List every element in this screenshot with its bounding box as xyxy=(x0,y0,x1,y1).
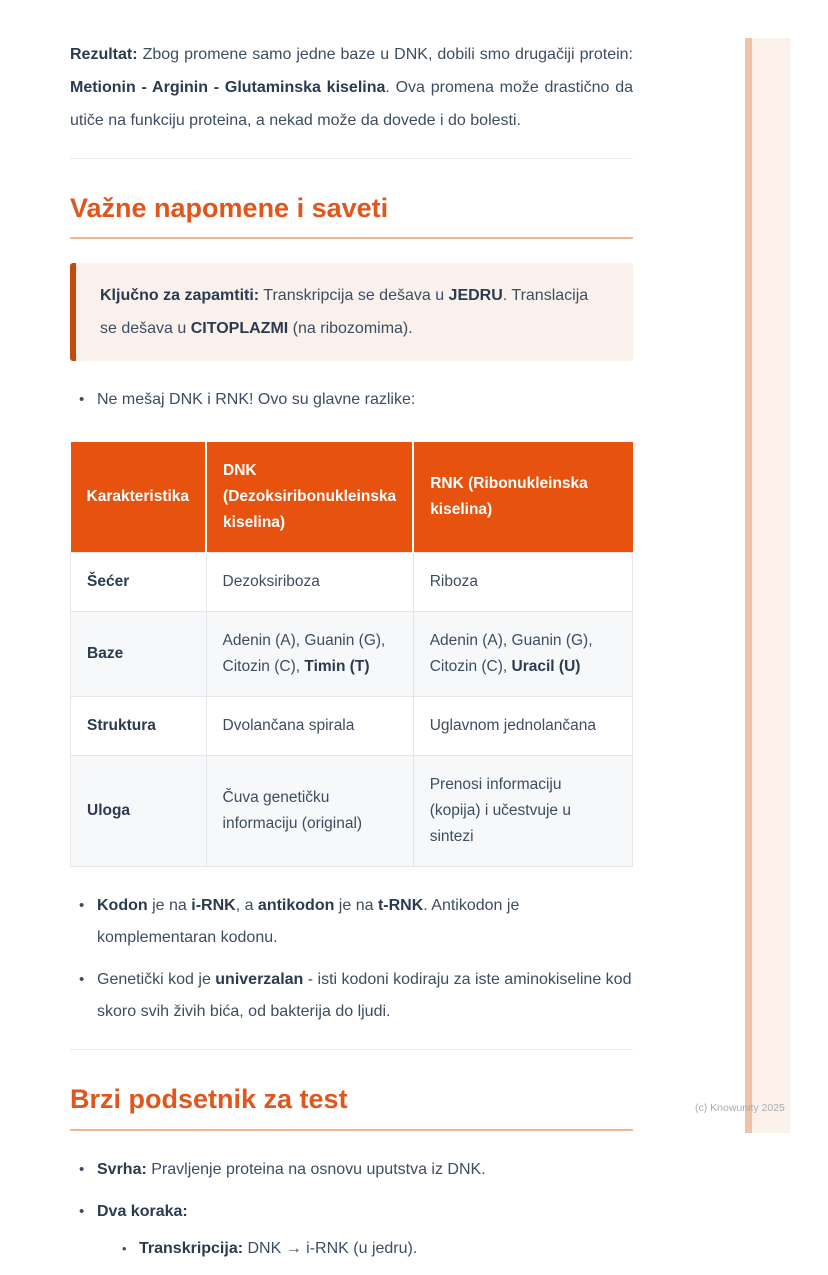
table-cell xyxy=(206,553,413,612)
text: Dezoksiriboza xyxy=(222,573,320,591)
list-item xyxy=(113,1233,633,1265)
text: Riboza xyxy=(429,573,478,591)
table-row xyxy=(71,756,633,867)
table-cell xyxy=(71,553,207,612)
bold-text: Kodon xyxy=(97,897,148,915)
list-item xyxy=(70,890,633,954)
text: Ne mešaj DNK i RNK! Ovo su glavne razlike: xyxy=(97,391,416,409)
list-item-text xyxy=(97,391,415,408)
bold-text: Dva koraka: xyxy=(97,1202,188,1220)
list-item-text xyxy=(139,1240,417,1257)
page-edge-stripe xyxy=(745,38,790,1133)
bold-text: DNK (Dezoksiribonukleinska kiselina) xyxy=(223,462,397,532)
dnk-rnk-comparison-table xyxy=(70,442,633,867)
table-cell xyxy=(71,612,207,697)
text: Prenosi informaciju (kopija) i učestvuje u sintezi xyxy=(429,776,571,846)
table-cell xyxy=(413,697,632,756)
table-cell xyxy=(71,756,207,867)
table-cell xyxy=(413,612,632,697)
text: Dvolančana spirala xyxy=(222,717,355,735)
list-item xyxy=(70,964,633,1028)
bold-text: Svrha: xyxy=(97,1160,147,1178)
bold-text: Uracil (U) xyxy=(511,658,581,676)
bold-text: Uloga xyxy=(87,802,131,820)
text: DNK → i-RNK (u jedru). xyxy=(243,1239,418,1257)
table-cell xyxy=(206,697,413,756)
bold-text: t-RNK xyxy=(377,897,424,915)
text: Adenin (A), Guanin (G), Citozin (C), xyxy=(429,632,593,676)
key-callout-box xyxy=(70,263,633,361)
table-cell xyxy=(206,756,413,867)
bold-text: Šećer xyxy=(87,573,130,591)
text: Čuva genetičku informaciju (original) xyxy=(222,789,363,833)
text: Zbog promene samo jedne baze u DNK, dobili smo drugačiji protein: xyxy=(137,46,633,63)
bold-text: CITOPLAZMI xyxy=(190,320,289,338)
text: . Antikodon je komplementaran kodonu. xyxy=(97,897,520,947)
bold-text: Karakteristika xyxy=(86,488,190,506)
table-header-cell xyxy=(413,442,632,553)
text: , a xyxy=(235,897,258,915)
text: . Translacija se dešava u xyxy=(100,287,589,338)
table-cell xyxy=(413,553,632,612)
text: . Ova promena može drastično da utiče na funkciju proteina, a nekad može da dovede i do bolesti. xyxy=(70,79,633,129)
bold-text: Ključno za zapamtiti: xyxy=(100,287,260,305)
table-header-cell xyxy=(206,442,413,553)
bold-text: univerzalan xyxy=(215,971,304,989)
table-row xyxy=(71,553,633,612)
table-header-row xyxy=(71,442,633,553)
text: - isti kodoni kodiraju za iste aminokiseline kod skoro svih živih bića, od bakterija do ljudi. xyxy=(97,971,632,1021)
bold-text: Baze xyxy=(87,645,124,663)
sub-list xyxy=(97,1233,633,1265)
table-row xyxy=(71,697,633,756)
table-cell xyxy=(206,612,413,697)
text: Transkripcija se dešava u xyxy=(259,287,449,305)
table-cell xyxy=(71,697,207,756)
section-title-notes: Važne napomene i saveti xyxy=(70,192,633,239)
post-table-bullet-list xyxy=(70,890,633,1028)
list-item xyxy=(70,384,633,416)
pre-table-bullet-list xyxy=(70,384,633,416)
table-row xyxy=(71,612,633,697)
list-item-text xyxy=(97,897,519,946)
text: Pravljenje proteina na osnovu uputstva iz DNK. xyxy=(146,1160,486,1178)
bold-text: i-RNK xyxy=(191,897,236,915)
section-divider xyxy=(70,158,633,159)
text: Uglavnom jednolančana xyxy=(429,717,596,735)
list-item-text xyxy=(97,1203,188,1220)
table-body xyxy=(71,553,633,867)
list-item-text xyxy=(97,1161,486,1178)
section-title-reminder: Brzi podsetnik za test xyxy=(70,1083,633,1130)
bold-text: Timin (T) xyxy=(304,658,370,676)
callout-text xyxy=(100,279,609,345)
table-header-cell xyxy=(71,442,207,553)
bold-text: JEDRU xyxy=(448,287,503,305)
bold-text: antikodon xyxy=(257,897,335,915)
list-item xyxy=(70,1154,633,1186)
text: Genetički kod je xyxy=(97,971,216,989)
bold-text: RNK (Ribonukleinska kiselina) xyxy=(430,475,588,519)
bold-text: Metionin - Arginin - Glutaminska kiselina xyxy=(70,79,386,96)
reminder-bullet-list xyxy=(70,1154,633,1265)
text: je na xyxy=(147,897,192,915)
text: je na xyxy=(334,897,378,915)
bold-text: Struktura xyxy=(87,717,156,735)
text: Adenin (A), Guanin (G), Citozin (C), xyxy=(222,632,386,676)
result-paragraph xyxy=(70,38,633,137)
bold-text: Rezultat: xyxy=(70,46,138,63)
bold-text: Transkripcija: xyxy=(139,1239,244,1257)
copyright-note: (c) Knowunity 2025 xyxy=(695,1102,785,1114)
table-cell xyxy=(413,756,632,867)
table-header xyxy=(71,442,633,553)
document-content xyxy=(70,38,633,1275)
list-item xyxy=(70,1196,633,1265)
list-item-text xyxy=(97,971,631,1020)
text: (na ribozomima). xyxy=(288,320,413,338)
section-divider xyxy=(70,1049,633,1050)
